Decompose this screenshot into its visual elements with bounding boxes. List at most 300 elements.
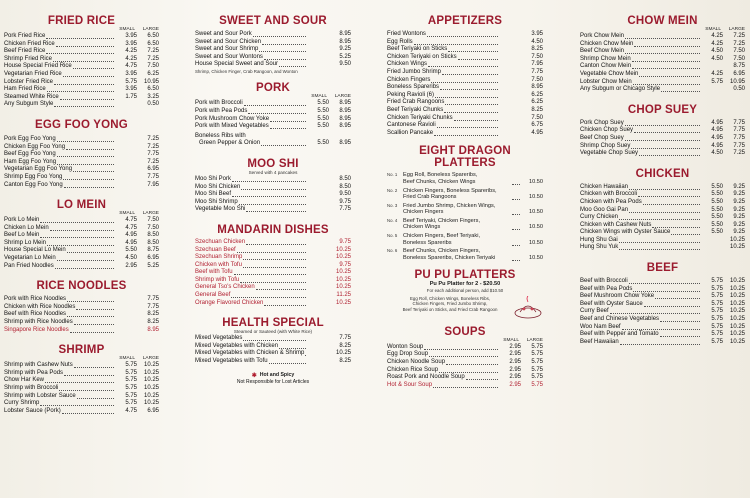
item-list <box>195 335 351 365</box>
item-name: Sweet and Sour Chicken <box>195 38 262 45</box>
menu-item <box>195 46 351 54</box>
item-name: Szechuan Beef <box>195 246 236 253</box>
price-large: 7.50 <box>147 63 159 70</box>
item-name: Beef Teriyaki on Sticks <box>387 46 448 53</box>
menu-item <box>387 77 543 85</box>
menu-item <box>4 255 159 263</box>
price-small: 5.50 <box>711 214 723 221</box>
price-large: 7.25 <box>147 143 159 150</box>
small-label: SMALL <box>705 27 721 32</box>
item-name: Sweet and Sour Pork <box>195 31 252 37</box>
price-large: 8.95 <box>339 140 351 147</box>
menu-item <box>4 144 159 152</box>
section-title: SWEET AND SOUR <box>219 15 327 27</box>
price-small: 5.50 <box>711 183 723 190</box>
price-small: 5.75 <box>711 338 723 345</box>
leader-dots <box>40 232 114 238</box>
section-moo-shi <box>195 158 351 214</box>
item-name: Shrimp Fried Rice <box>4 55 53 62</box>
disclaimer: Not Responsible for Lost Articles <box>236 378 310 385</box>
section-note: Shrimp, Chicken Finger, Crab Rangoon, and Wonton <box>195 68 298 74</box>
section-soups <box>387 326 543 390</box>
leader-dots <box>458 54 498 60</box>
leader-dots <box>253 31 306 37</box>
leader-dots <box>622 324 700 330</box>
leader-dots <box>246 206 306 212</box>
leader-dots <box>643 199 700 205</box>
price-large: 6.95 <box>733 70 745 77</box>
price-small <box>115 101 137 109</box>
price-large: 6.25 <box>531 99 543 106</box>
price-large: 10.25 <box>143 400 159 407</box>
item-name: Pork Fried Rice <box>4 33 46 39</box>
item-name: Woo Nam Beef <box>580 323 621 330</box>
item-name: Fried Wontons <box>387 31 426 37</box>
section-title: PU PU PLATTERS <box>414 269 516 282</box>
menu-item <box>580 79 745 87</box>
leader-dots <box>57 136 114 142</box>
leader-dots <box>632 56 700 62</box>
leader-dots <box>454 115 498 121</box>
item-name: Pork with Broccoli <box>195 100 243 107</box>
platter-price: 10.50 <box>529 194 543 201</box>
menu-item <box>580 41 745 49</box>
price-large: 7.75 <box>147 303 159 310</box>
section-title: MANDARIN DISHES <box>217 223 329 236</box>
item-name: Any Subgum Style <box>4 101 54 108</box>
leader-dots <box>53 56 114 62</box>
menu-item <box>195 184 351 192</box>
leader-dots <box>46 48 114 54</box>
item-name: Vegetarian Lo Mein <box>4 255 56 262</box>
menu-item <box>580 308 745 316</box>
price-small <box>307 206 329 214</box>
chili-icon: ✱ <box>251 372 257 379</box>
leader-dots <box>231 292 306 298</box>
section-title: EIGHT DRAGON <box>419 145 511 158</box>
price-small: 5.75 <box>125 385 137 391</box>
price-large: 10.25 <box>335 246 351 253</box>
item-list <box>195 100 351 130</box>
leader-dots <box>633 286 700 292</box>
item-name: Ham Egg Foo Yong <box>4 158 57 165</box>
price-large: 8.75 <box>147 247 159 254</box>
price-small <box>499 92 521 100</box>
section-beef <box>580 262 745 346</box>
menu-item <box>387 99 543 107</box>
section-title: MOO SHI <box>247 157 299 170</box>
menu-item <box>4 311 159 319</box>
price-small <box>307 61 329 69</box>
item-name: Fried Crab Rangoons <box>387 99 445 106</box>
leader-dots <box>638 191 700 197</box>
menu-item <box>4 393 159 401</box>
leader-dots <box>62 408 114 414</box>
section-sweet-and-sour <box>195 15 351 74</box>
menu-item <box>195 206 351 214</box>
price-small <box>307 176 329 184</box>
price-small: 4.50 <box>711 55 723 62</box>
menu-item <box>195 284 351 292</box>
price-large: 6.95 <box>147 407 159 414</box>
section-title-line2: PLATTERS <box>434 157 496 170</box>
price-large: 9.25 <box>733 198 745 205</box>
leader-dots <box>54 79 114 85</box>
price-small: 5.75 <box>125 362 137 369</box>
item-name: Beef with Tofu <box>195 269 233 276</box>
menu-item <box>4 48 159 56</box>
price-large: 7.50 <box>531 76 543 83</box>
item-name: Beef with Rice Noodles <box>4 311 67 318</box>
menu-item <box>580 71 745 79</box>
item-list <box>387 31 543 137</box>
leader-dots <box>63 71 114 77</box>
price-large: 5.75 <box>531 381 543 388</box>
menu-item <box>580 184 745 192</box>
menu-item <box>4 56 159 64</box>
leader-dots <box>661 86 700 92</box>
menu-item <box>4 304 159 312</box>
price-large: 7.25 <box>733 40 745 47</box>
leader-dots <box>56 41 114 47</box>
leader-dots <box>429 351 498 357</box>
price-large: 9.25 <box>733 221 745 228</box>
price-large: 8.95 <box>339 100 351 107</box>
menu-item <box>195 61 351 69</box>
spicy-legend-text: Hot and Spicy <box>259 372 295 379</box>
section-title: EGG FOO YONG <box>35 118 128 131</box>
price-small <box>307 350 329 358</box>
price-small: 5.75 <box>711 278 723 285</box>
price-small <box>499 61 521 69</box>
price-small: 2.95 <box>509 359 521 366</box>
leader-dots <box>442 69 498 75</box>
price-large: 6.95 <box>147 255 159 262</box>
item-name: Green Pepper & Onion <box>199 140 261 147</box>
price-small <box>307 239 329 247</box>
item-name: Chicken Teriyaki Chunks <box>387 114 453 121</box>
leader-dots <box>610 308 700 314</box>
menu-item <box>4 174 159 182</box>
item-name: Chicken with Tofu <box>195 261 242 268</box>
price-large: 8.25 <box>531 106 543 113</box>
platter-number: No. 3 <box>387 202 398 208</box>
item-name: Chicken with Rice Noodles <box>4 303 76 310</box>
price-small <box>307 247 329 255</box>
menu-item <box>4 166 159 174</box>
price-small <box>499 39 521 47</box>
leader-dots <box>59 385 114 391</box>
item-name: Mixed Vegetables with Tofu <box>195 358 268 365</box>
menu-item <box>195 100 351 108</box>
platter-item <box>387 203 543 216</box>
menu-item <box>4 377 159 385</box>
price-small <box>701 244 723 252</box>
leader-dots <box>241 184 306 190</box>
item-name: Moo Shi Pork <box>195 175 232 182</box>
menu-item <box>4 151 159 159</box>
menu-item <box>195 191 351 199</box>
menu-item <box>387 122 543 130</box>
item-name: Steamed White Rice <box>4 93 59 100</box>
menu-item <box>4 247 159 255</box>
item-name: Hung Shu Yuk <box>580 244 619 251</box>
item-name: Pork Chow Mein <box>580 33 625 39</box>
leader-dots <box>446 359 498 365</box>
price-large: 7.75 <box>733 127 745 134</box>
leader-dots <box>46 33 114 39</box>
leader-dots <box>243 254 306 260</box>
leader-dots <box>45 377 114 383</box>
menu-item <box>195 31 351 39</box>
menu-item <box>195 247 351 255</box>
price-small <box>499 77 521 85</box>
price-large: 9.25 <box>733 206 745 213</box>
price-large: 8.50 <box>339 175 351 182</box>
price-large: 10.25 <box>335 350 351 357</box>
item-name: Chicken Noodle Soup <box>387 359 446 366</box>
large-label: LARGE <box>334 94 351 100</box>
price-large: 8.95 <box>531 84 543 91</box>
menu-item <box>4 263 159 271</box>
platter-number: No. 2 <box>387 187 398 193</box>
price-large: 7.75 <box>733 142 745 149</box>
item-name: Pork with Pea Pods <box>195 107 248 114</box>
pupu-contents: Chicken Fingers, Fried Jumbo Shrimp, <box>412 301 488 307</box>
menu-item <box>580 135 745 143</box>
price-small <box>499 84 521 92</box>
item-name: House Special Fried Rice <box>4 63 72 70</box>
platter-line: Beef Teriyaki, Chicken Fingers, <box>403 217 480 224</box>
menu-item <box>580 229 745 237</box>
item-name: Beef with Broccoli <box>580 278 628 285</box>
menu-item <box>387 69 543 77</box>
price-large: 8.25 <box>339 358 351 365</box>
price-large: 9.50 <box>339 61 351 68</box>
item-list <box>4 362 159 415</box>
item-name: Szechuan Chicken <box>195 238 246 245</box>
platter-line: Boneless Spareribs <box>403 239 452 246</box>
item-name: Hot & Sour Soup <box>387 381 433 388</box>
price-small <box>499 99 521 107</box>
price-small: 5.50 <box>317 123 329 130</box>
platter-line: Chicken Fingers <box>403 209 444 216</box>
item-name: Egg Rolls <box>387 38 413 45</box>
price-small: 5.50 <box>711 221 723 228</box>
price-large: 10.25 <box>729 244 745 251</box>
price-large: 5.75 <box>531 343 543 350</box>
leader-dots <box>440 84 498 90</box>
leader-dots <box>434 130 498 136</box>
item-name: Moo Shi Beef <box>195 191 232 198</box>
price-large: 8.25 <box>147 319 159 326</box>
price-small <box>499 69 521 77</box>
item-name: Vegetarian Egg Foo Yong <box>4 166 73 173</box>
menu-item <box>4 217 159 225</box>
price-large: 5.75 <box>531 366 543 373</box>
item-name: House Special Sweet and Sour <box>195 61 279 68</box>
menu-item <box>580 63 745 71</box>
leader-dots <box>625 48 700 54</box>
price-large: 8.95 <box>147 326 159 333</box>
item-name: House Special Lo Mein <box>4 247 66 254</box>
price-small: 5.75 <box>711 316 723 323</box>
leader-dots <box>512 240 520 246</box>
item-name: Beef Mushroom Chow Yoke <box>580 293 655 300</box>
section-pork <box>195 82 351 148</box>
price-large: 7.75 <box>147 296 159 303</box>
price-large: 7.75 <box>147 151 159 158</box>
item-name: Pork Mushroom Chow Yoke <box>195 115 270 122</box>
menu-item <box>195 292 351 300</box>
menu-item <box>580 331 745 339</box>
price-large: 8.95 <box>339 107 351 114</box>
price-large: 6.25 <box>147 70 159 77</box>
item-name: Beef Lo Mein <box>4 232 40 239</box>
price-small <box>499 107 521 115</box>
price-large: 10.25 <box>335 284 351 291</box>
price-large: 4.50 <box>531 38 543 45</box>
menu-item <box>580 214 745 222</box>
item-name: Beef Hawaiian <box>580 338 619 345</box>
item-name: Pork Egg Foo Yong <box>4 135 56 142</box>
item-name: Lobster Chow Mein <box>580 78 632 85</box>
item-list <box>580 120 745 158</box>
large-label: LARGE <box>526 337 543 343</box>
menu-item <box>4 319 159 327</box>
menu-item <box>387 61 543 69</box>
section-title: CHOW MEIN <box>627 15 698 27</box>
leader-dots <box>239 199 306 205</box>
section-mandarin-dishes <box>195 224 351 307</box>
price-large: 8.95 <box>339 115 351 122</box>
item-name: Chow Har Kew <box>4 377 45 384</box>
pupu-platter-illustration <box>513 296 543 320</box>
small-label: SMALL <box>311 94 327 100</box>
price-large: 8.95 <box>339 31 351 37</box>
menu-item <box>387 374 543 382</box>
leader-dots <box>639 150 700 156</box>
menu-item <box>4 296 159 304</box>
section-chop-suey <box>580 104 745 158</box>
price-small <box>307 343 329 351</box>
leader-dots <box>433 382 498 388</box>
price-small <box>701 237 723 245</box>
menu-item <box>195 54 351 62</box>
price-large: 7.75 <box>339 206 351 213</box>
small-label: SMALL <box>503 337 519 343</box>
price-small <box>499 115 521 123</box>
price-large: 6.95 <box>147 166 159 173</box>
menu-item <box>580 127 745 135</box>
leader-dots <box>435 92 498 98</box>
price-large: 0.50 <box>147 101 159 108</box>
price-small <box>115 327 137 335</box>
item-name: Moo Goo Gai Pan <box>580 206 629 213</box>
menu-item <box>4 370 159 378</box>
leader-dots <box>47 86 114 92</box>
leader-dots <box>279 343 306 349</box>
price-large: 4.95 <box>531 129 543 136</box>
menu-item <box>387 382 543 390</box>
item-name: Chicken with Broccoli <box>580 191 638 198</box>
item-name: Any Subgum or Chicago Style <box>580 86 661 93</box>
price-small <box>307 292 329 300</box>
item-list <box>195 31 351 69</box>
price-large: 3.95 <box>531 31 543 37</box>
item-name: Shrimp Lo Mein <box>4 239 47 246</box>
price-large: 7.25 <box>733 33 745 39</box>
price-large: 8.50 <box>339 183 351 190</box>
platter-item <box>387 172 543 185</box>
menu-item <box>195 277 351 285</box>
leader-dots <box>234 269 306 275</box>
item-list <box>580 184 745 252</box>
menu-item <box>4 408 159 416</box>
price-small: 5.50 <box>317 115 329 122</box>
price-large: 8.50 <box>147 239 159 246</box>
item-name: Beef and Chinese Vegetables <box>580 316 660 323</box>
item-name: Shrimp Egg Foo Yong <box>4 173 63 180</box>
item-name: Boneless Spareribs <box>387 84 440 91</box>
menu-item <box>4 41 159 49</box>
section-title: FRIED RICE <box>47 15 116 27</box>
price-small: 5.50 <box>317 140 329 147</box>
platter-item <box>387 248 543 261</box>
leader-dots <box>77 393 114 399</box>
price-small <box>307 199 329 207</box>
leader-dots <box>259 46 306 52</box>
menu-item <box>4 362 159 370</box>
price-small: 5.75 <box>711 285 723 292</box>
item-name: Vegetable Chop Suey <box>580 150 639 157</box>
leader-dots <box>655 293 700 299</box>
item-name: Chicken Chow Mein <box>580 40 634 47</box>
leader-dots <box>629 278 700 284</box>
price-small <box>115 136 137 144</box>
price-large: 10.25 <box>143 385 159 391</box>
leader-dots <box>64 182 114 188</box>
item-name: Shrimp Chow Mein <box>580 55 631 62</box>
leader-dots <box>40 400 114 406</box>
price-small <box>307 262 329 270</box>
item-name: Chicken Hawaiian <box>580 183 629 190</box>
menu-item <box>387 367 543 375</box>
menu-item <box>387 54 543 62</box>
leader-dots <box>439 367 498 373</box>
price-small <box>115 159 137 167</box>
column-2 <box>195 6 351 386</box>
price-small: 4.25 <box>711 70 723 77</box>
section-title: BEEF <box>646 262 679 275</box>
price-large: 10.25 <box>143 369 159 376</box>
item-name: Shrimp with Cashew Nuts <box>4 362 73 369</box>
section-subtitle: Steamed or Sauteed (with White Rice) <box>233 329 313 335</box>
section-title: RICE NOODLES <box>36 280 127 293</box>
price-large: 9.75 <box>339 198 351 205</box>
price-large: 7.75 <box>531 68 543 75</box>
price-small <box>701 63 723 71</box>
price-small <box>307 31 329 39</box>
item-name: Beef Fried Rice <box>4 48 46 55</box>
price-small <box>115 311 137 319</box>
leader-dots <box>619 237 700 243</box>
price-large: 10.25 <box>335 254 351 261</box>
price-small <box>499 46 521 54</box>
price-small: 5.50 <box>711 206 723 213</box>
section-shrimp <box>4 344 159 415</box>
menu-item <box>195 262 351 270</box>
